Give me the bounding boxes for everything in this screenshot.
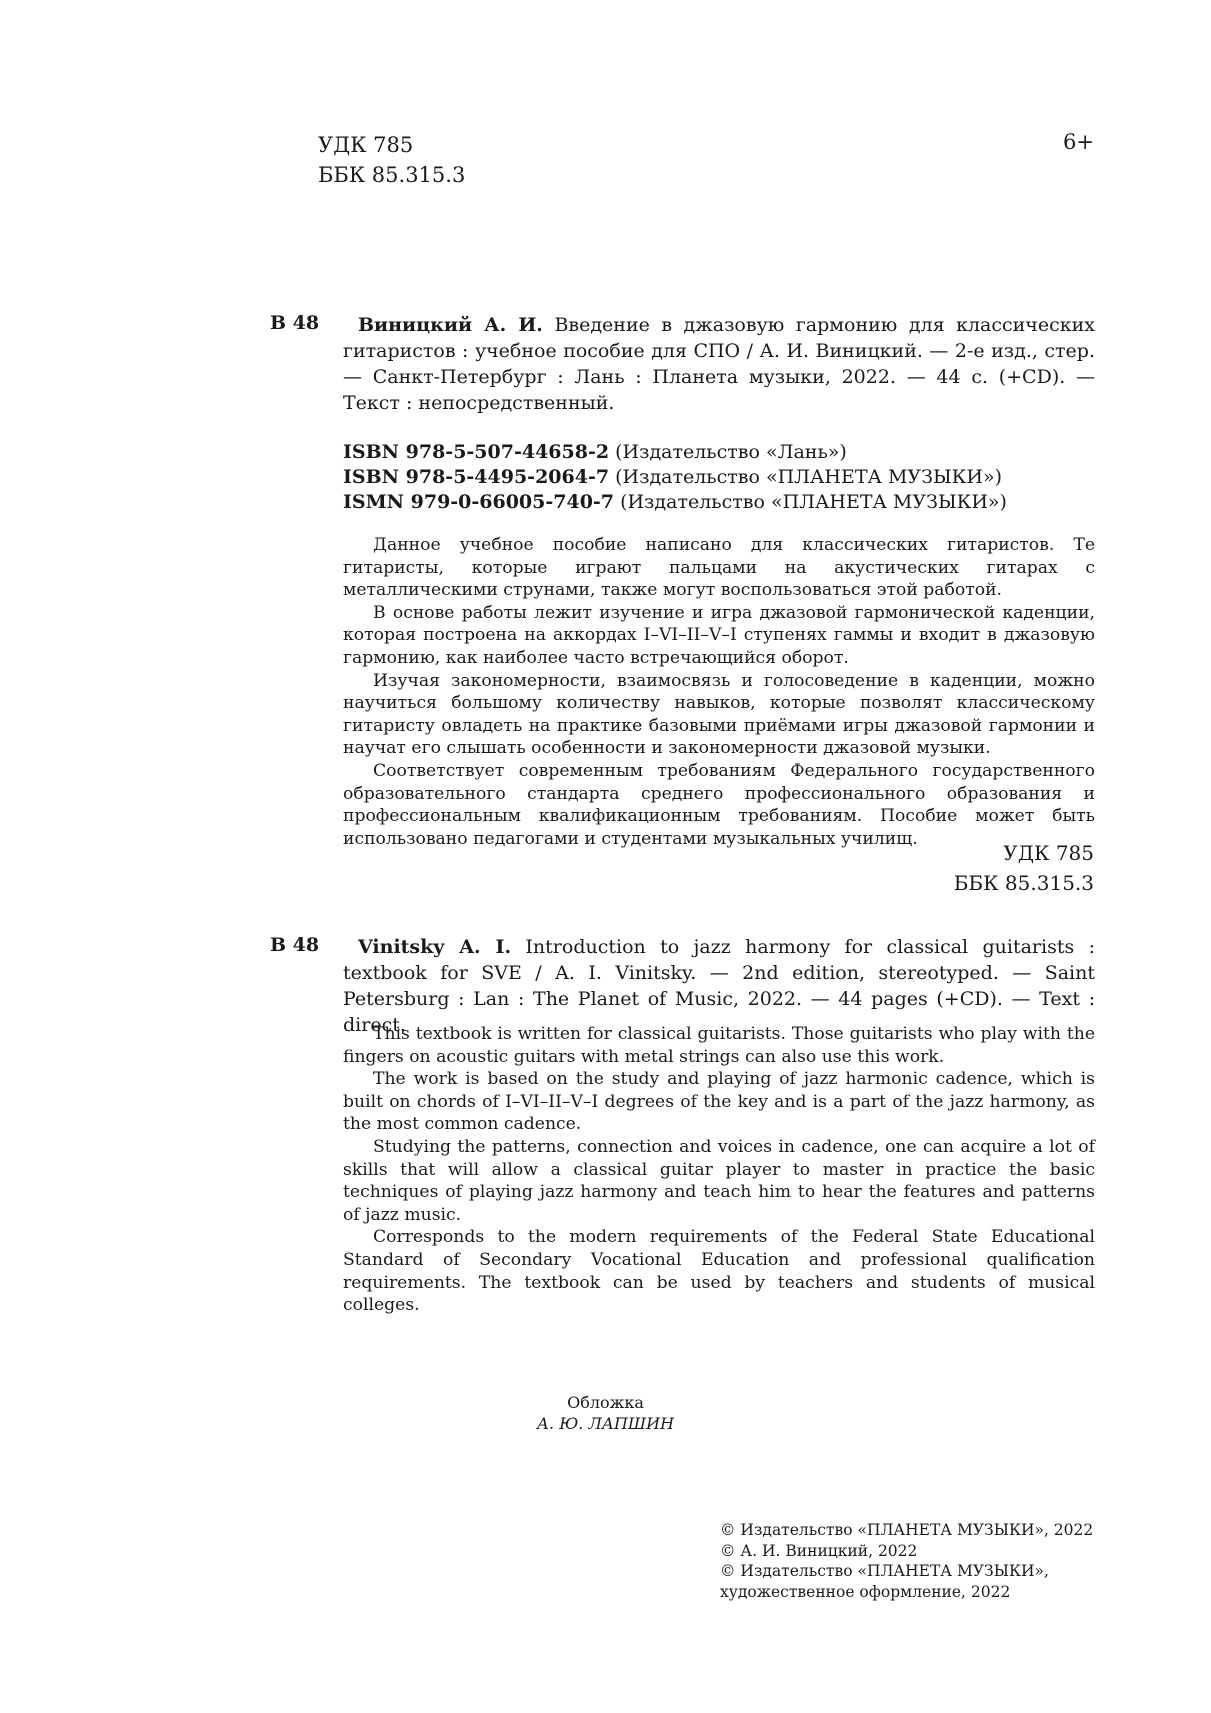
en-abstract-paragraph: Corresponds to the modern requirements of the Federal State Educational Standard of Secondary Vocational Education and professional qualification requirements. The textbook can be used by teachers and students of musical colleges. xyxy=(343,1227,1095,1316)
cover-credit xyxy=(0,1392,1211,1434)
identifier-line: ISBN 978-5-507-44658-2 (Издательство «Лань») xyxy=(343,441,847,463)
ru-description: Введение в джазовую гармонию для классических гитаристов : учебное пособие для СПО / А. И. Виницкий. — 2-е изд., стер. — Санкт-Петербург : Лань : Планета музыки, 2022. — 44 с. (+CD). — Текст : непосредственный. xyxy=(343,314,1096,414)
classification-bbk: ББК 85.315.3 xyxy=(953,871,1094,895)
copyright-line: © Издательство «ПЛАНЕТА МУЗЫКИ», художественное оформление, 2022 xyxy=(720,1562,1049,1601)
en-author: Vinitsky A. I. xyxy=(358,936,512,958)
copyright-block xyxy=(720,1520,1095,1602)
ru-author: Виницкий А. И. xyxy=(358,314,543,336)
identifier-line: ISMN 979-0-66005-740-7 (Издательство «ПЛАНЕТА МУЗЫКИ») xyxy=(343,491,1007,513)
en-entry-tag: В 48 xyxy=(270,934,320,956)
ru-abstract-paragraph: Соответствует современным требованиям Федерального государственного образовательного стандарта среднего профессионального образования и профессиональным квалификационным требованиям. Пособие может быть использовано педагогами и студентами музыкальных училищ. xyxy=(343,760,1095,849)
ru-abstract-paragraph: Изучая закономерности, взаимосвязь и голосоведение в каденции, можно научиться большому количеству навыков, которые позволят классическому гитаристу овладеть на практике базовыми приёмами игры джазовой гармонии и научат его слышать особенности и закономерности джазовой музыки. xyxy=(343,670,1095,759)
age-rating: 6+ xyxy=(1063,130,1094,154)
en-abstract-paragraph: This textbook is written for classical guitarists. Those guitarists who play with the fingers on acoustic guitars with metal strings can also use this work. xyxy=(343,1024,1095,1067)
header-codes xyxy=(318,130,465,190)
copyright-line: © Издательство «ПЛАНЕТА МУЗЫКИ», 2022 xyxy=(720,1521,1094,1539)
identifier-line: ISBN 978-5-4495-2064-7 (Издательство «ПЛАНЕТА МУЗЫКИ») xyxy=(343,466,1002,488)
ru-entry-tag: В 48 xyxy=(270,312,320,334)
ru-abstract xyxy=(343,534,1095,850)
en-abstract-paragraph: Studying the patterns, connection and voices in cadence, one can acquire a lot of skills that will allow a classical guitar player to master in practice the basic techniques of playing jazz harmony and teach him to hear the features and patterns of jazz music. xyxy=(343,1136,1095,1225)
ru-abstract-paragraph: В основе работы лежит изучение и игра джазовой гармонической каденции, которая построена на аккордах I–VI–II–V–I ступенях гаммы и входит в джазовую гармонию, как наиболее часто встречающийся оборот. xyxy=(343,602,1095,668)
header-udk: УДК 785 xyxy=(318,133,414,157)
en-abstract xyxy=(343,1023,1095,1317)
cover-person: А. Ю. ЛАПШИН xyxy=(536,1414,675,1433)
header-bbk: ББК 85.315.3 xyxy=(318,163,466,187)
copyright-line: © А. И. Виницкий, 2022 xyxy=(720,1541,918,1560)
en-abstract-paragraph: The work is based on the study and playing of jazz harmonic cadence, which is built on chords of I–VI–II–V–I degrees of the key and is a part of the jazz harmony, as the most common cadence. xyxy=(343,1069,1095,1135)
cover-label: Обложка xyxy=(567,1393,644,1412)
ru-entry xyxy=(343,312,1095,416)
en-description: Introduction to jazz harmony for classical guitarists : textbook for SVE / A. I. Vinitsky. — 2nd edition, stereotyped. — Saint Petersburg : Lan : The Planet of Music, 2022. — 44 pages (+CD). — Text : direct. xyxy=(343,936,1095,1036)
ru-abstract-paragraph: Данное учебное пособие написано для классических гитаристов. Те гитаристы, которые играют пальцами на акустических гитарах с металлическими струнами, также могут воспользоваться этой работой. xyxy=(343,535,1095,601)
identifier-block xyxy=(343,440,1007,515)
classification-udk: УДК 785 xyxy=(1003,841,1094,865)
classification-codes xyxy=(954,838,1094,898)
